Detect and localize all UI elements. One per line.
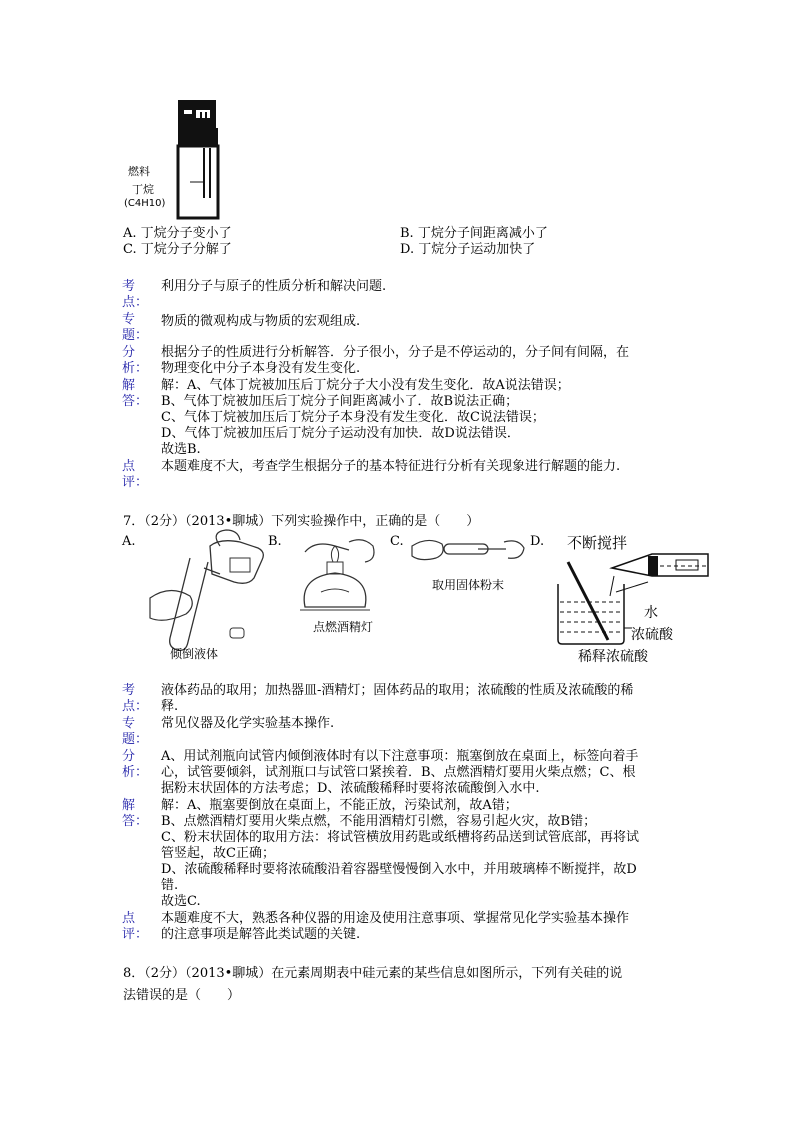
fenxi-label: 分 [122, 345, 136, 360]
q6-option-c[interactable]: C. 丁烷分子分解了 [123, 242, 232, 257]
kaodian-line: 释. [161, 699, 179, 714]
pour-liquid-drawing [140, 528, 270, 648]
cap-stir: 不断搅拌 [567, 534, 628, 552]
jieda-line: 错. [161, 878, 179, 893]
q7-option-d-label[interactable]: D. [530, 534, 545, 549]
jieda-label: 解 [122, 798, 136, 813]
dianping-line: 的注意事项是解答此类试题的关键. [161, 927, 361, 942]
jieda-label: 答： [122, 394, 149, 409]
label-butane: 丁烷 [132, 183, 154, 196]
dianping-label: 评： [122, 475, 149, 490]
cap-alcohol-lamp: 点燃酒精灯 [313, 620, 374, 634]
jieda-line: D、气体丁烷被加压后丁烷分子运动没有加快．故D说法错误． [161, 426, 520, 441]
cap-acid: 浓硫酸 [631, 627, 673, 643]
kaodian-label: 考 [122, 683, 136, 698]
kaodian-line: 液体药品的取用；加热器皿-酒精灯；固体药品的取用；浓硫酸的性质及浓硫酸的稀 [161, 683, 634, 698]
label-fuel: 燃料 [128, 165, 150, 178]
cap-pour-liquid: 倾倒液体 [170, 647, 219, 661]
kaodian-label: 点： [122, 699, 149, 714]
dianping-text: 本题难度不大，考查学生根据分子的基本特征进行分析有关现象进行解题的能力. [161, 459, 621, 474]
jieda-line: 故选B. [161, 442, 201, 457]
zhuanti-text: 常见仪器及化学实验基本操作. [161, 716, 335, 731]
q7-option-c-label[interactable]: C. [390, 534, 404, 549]
q7-stem: 7．（2分）（2013•聊城）下列实验操作中，正确的是（ ） [123, 514, 480, 529]
jieda-label: 答： [122, 814, 149, 829]
jieda-line: B、点燃酒精灯要用火柴点燃，不能用酒精灯引燃，容易引起火灾，故B错； [161, 814, 597, 829]
jieda-line: B、气体丁烷被加压后丁烷分子间距离减小了．故B说法正确； [161, 394, 519, 409]
fenxi-label: 分 [122, 749, 136, 764]
jieda-line: D、浓硫酸稀释时要将浓硫酸沿着容器壁慢慢倒入水中，并用玻璃棒不断搅拌，故D [161, 862, 637, 877]
zhuanti-label: 专 [122, 312, 136, 327]
zhuanti-text: 物质的微观构成与物质的宏观组成. [161, 314, 361, 329]
jieda-line: 解：A、瓶塞要倒放在桌面上，不能正放，污染试剂，故A错； [161, 798, 518, 813]
jieda-line: 管竖起，故C正确； [161, 846, 275, 861]
fenxi-label: 析： [122, 361, 149, 376]
alcohol-lamp-drawing [285, 532, 385, 622]
jieda-line: C、粉末状固体的取用方法：将试管横放用药匙或纸槽将药品送到试管底部，再将试 [161, 830, 639, 845]
fenxi-label: 析： [122, 765, 149, 780]
fenxi-line: 据粉末状固体的方法考虑；D、浓硫酸稀释时要将浓硫酸倒入水中. [161, 781, 540, 796]
q6-option-d[interactable]: D. 丁烷分子运动加快了 [400, 242, 536, 257]
fenxi-line: 心，试管要倾斜，试剂瓶口与试管口紧挨着．B、点燃酒精灯要用火柴点燃；C、根 [161, 765, 636, 780]
label-formula: (C4H10) [124, 198, 166, 209]
jieda-line: C、气体丁烷被加压后丁烷分子本身没有发生变化．故C说法错误； [161, 410, 545, 425]
q8-stem-line: 8．（2分）（2013•聊城）在元素周期表中硅元素的某些信息如图所示，下列有关硅的说 [123, 966, 623, 981]
dianping-label: 点 [122, 459, 136, 474]
q8-stem-line: 法错误的是（ ） [123, 988, 241, 1003]
solid-powder-drawing [408, 532, 528, 572]
zhuanti-label: 专 [122, 716, 136, 731]
q7-option-b-label[interactable]: B. [268, 534, 282, 549]
jieda-line: 故选C. [161, 894, 201, 909]
jieda-line: 解：A、气体丁烷被加压后丁烷分子大小没有发生变化．故A说法错误； [161, 378, 570, 393]
kaodian-text: 利用分子与原子的性质分析和解决问题. [161, 279, 387, 294]
dianping-line: 本题难度不大，熟悉各种仪器的用途及使用注意事项、掌握常见化学实验基本操作 [161, 911, 630, 926]
cap-dilute-acid: 稀释浓硫酸 [578, 649, 648, 665]
kaodian-label: 考 [122, 279, 136, 294]
fenxi-line: 物理变化中分子本身没有发生变化. [161, 361, 361, 376]
fenxi-line: A、用试剂瓶向试管内倾倒液体时有以下注意事项：瓶塞倒放在桌面上，标签向着手 [161, 749, 639, 764]
q6-option-a[interactable]: A. 丁烷分子变小了 [123, 226, 232, 241]
cap-solid-powder: 取用固体粉末 [432, 578, 505, 592]
dianping-label: 评： [122, 927, 149, 942]
dianping-label: 点 [122, 911, 136, 926]
zhuanti-label: 题： [122, 732, 149, 747]
fenxi-line: 根据分子的性质进行分析解答．分子很小，分子是不停运动的，分子间有间隔，在 [161, 345, 630, 360]
jieda-label: 解 [122, 378, 136, 393]
zhuanti-label: 题： [122, 328, 149, 343]
kaodian-label: 点： [122, 295, 149, 310]
q6-option-b[interactable]: B. 丁烷分子间距离减小了 [400, 226, 548, 241]
q7-option-a-label[interactable]: A. [122, 534, 136, 549]
cap-water: 水 [644, 605, 658, 621]
